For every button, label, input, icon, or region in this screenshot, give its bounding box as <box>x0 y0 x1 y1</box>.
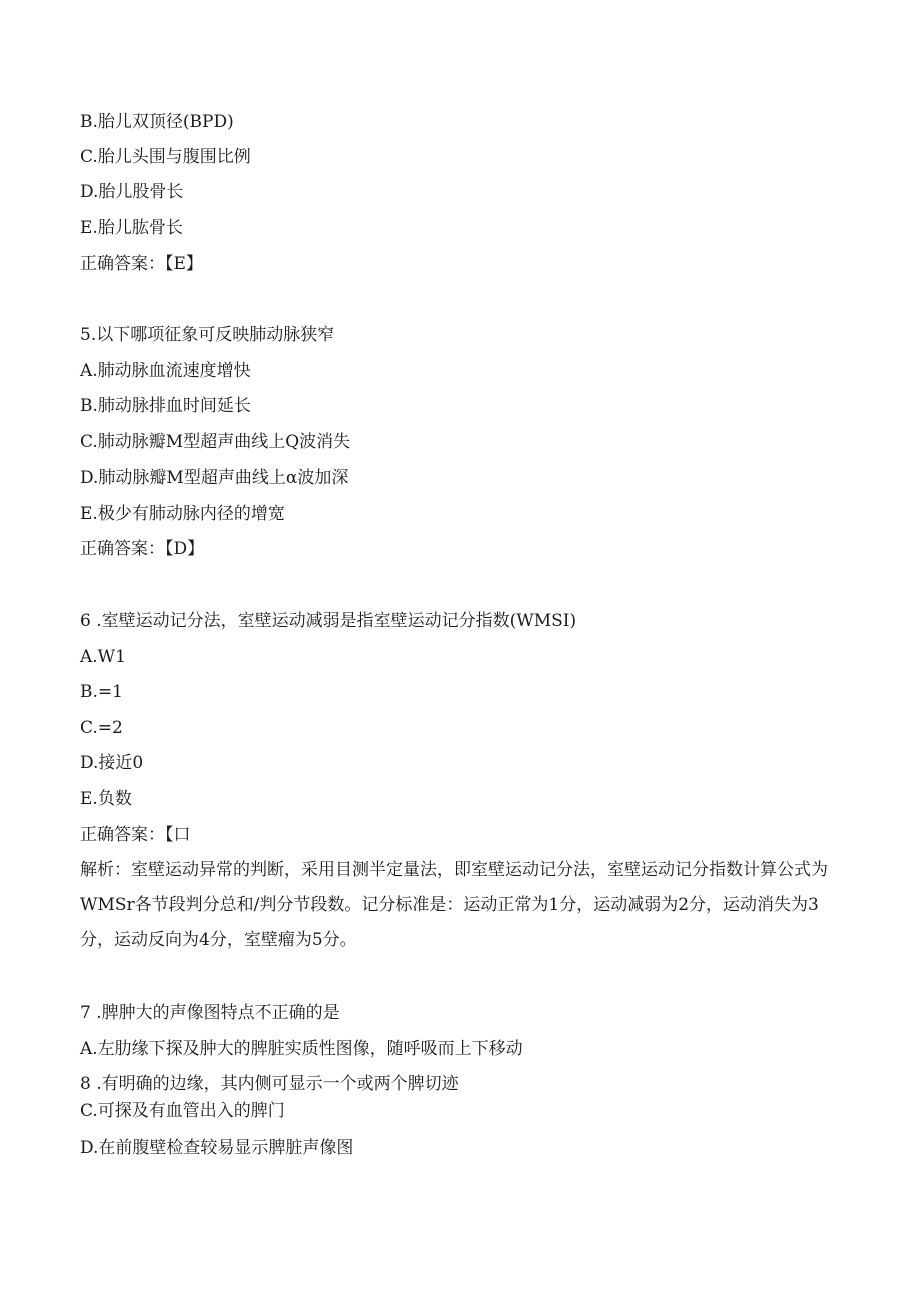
q5-question: 5.以下哪项征象可反映肺动脉狭窄 <box>80 325 335 345</box>
q5-option-d: D.肺动脉瓣M型超声曲线上α波加深 <box>80 468 349 488</box>
q5-option-a: A.肺动脉血流速度增快 <box>80 361 251 381</box>
q6-option-b: B.=1 <box>80 682 123 702</box>
q4-answer: 正确答案：【E】 <box>80 254 203 274</box>
q5-option-b: B.肺动脉排血时间延长 <box>80 396 251 416</box>
q4-option-b: B.胎儿双顶径(BPD) <box>80 112 234 132</box>
q6-analysis: 解析：室壁运动异常的判断，采用目测半定量法，即室壁运动记分法，室壁运动记分指数计算公式为WMSr各节段判分总和/判分节段数。记分标准是：运动正常为1分，运动减弱为2分，运动消失为3分，运动反向为4分，室壁瘤为5分。 <box>80 860 828 950</box>
q6-option-e: E.负数 <box>80 789 132 809</box>
q7-question: 7 .脾肿大的声像图特点不正确的是 <box>80 1003 340 1023</box>
q5-option-e: E.极少有肺动脉内径的增宽 <box>80 504 285 524</box>
q4-option-d: D.胎儿股骨长 <box>80 182 184 202</box>
q6-option-c: C.=2 <box>80 718 123 738</box>
q4-option-c: C.胎儿头围与腹围比例 <box>80 147 251 167</box>
q6-option-a: A.W1 <box>80 647 126 667</box>
q5-answer: 正确答案：【D】 <box>80 539 205 559</box>
q7-option-d: D.在前腹壁检查较易显示脾脏声像图 <box>80 1138 354 1158</box>
q7-item-8: 8 .有明确的边缘，其内侧可显示一个或两个脾切迹 <box>80 1074 459 1094</box>
q5-option-c: C.肺动脉瓣M型超声曲线上Q波消失 <box>80 432 351 452</box>
q6-option-d: D.接近0 <box>80 753 144 773</box>
q7-option-a: A.左肋缘下探及肿大的脾脏实质性图像，随呼吸而上下移动 <box>80 1039 523 1059</box>
q4-option-e: E.胎儿肱骨长 <box>80 218 183 238</box>
q6-question: 6 .室壁运动记分法，室壁运动减弱是指室壁运动记分指数(WMSI) <box>80 611 577 631</box>
q7-option-c: C.可探及有血管出入的脾门 <box>80 1101 285 1121</box>
q6-answer: 正确答案：【口 <box>80 825 191 845</box>
